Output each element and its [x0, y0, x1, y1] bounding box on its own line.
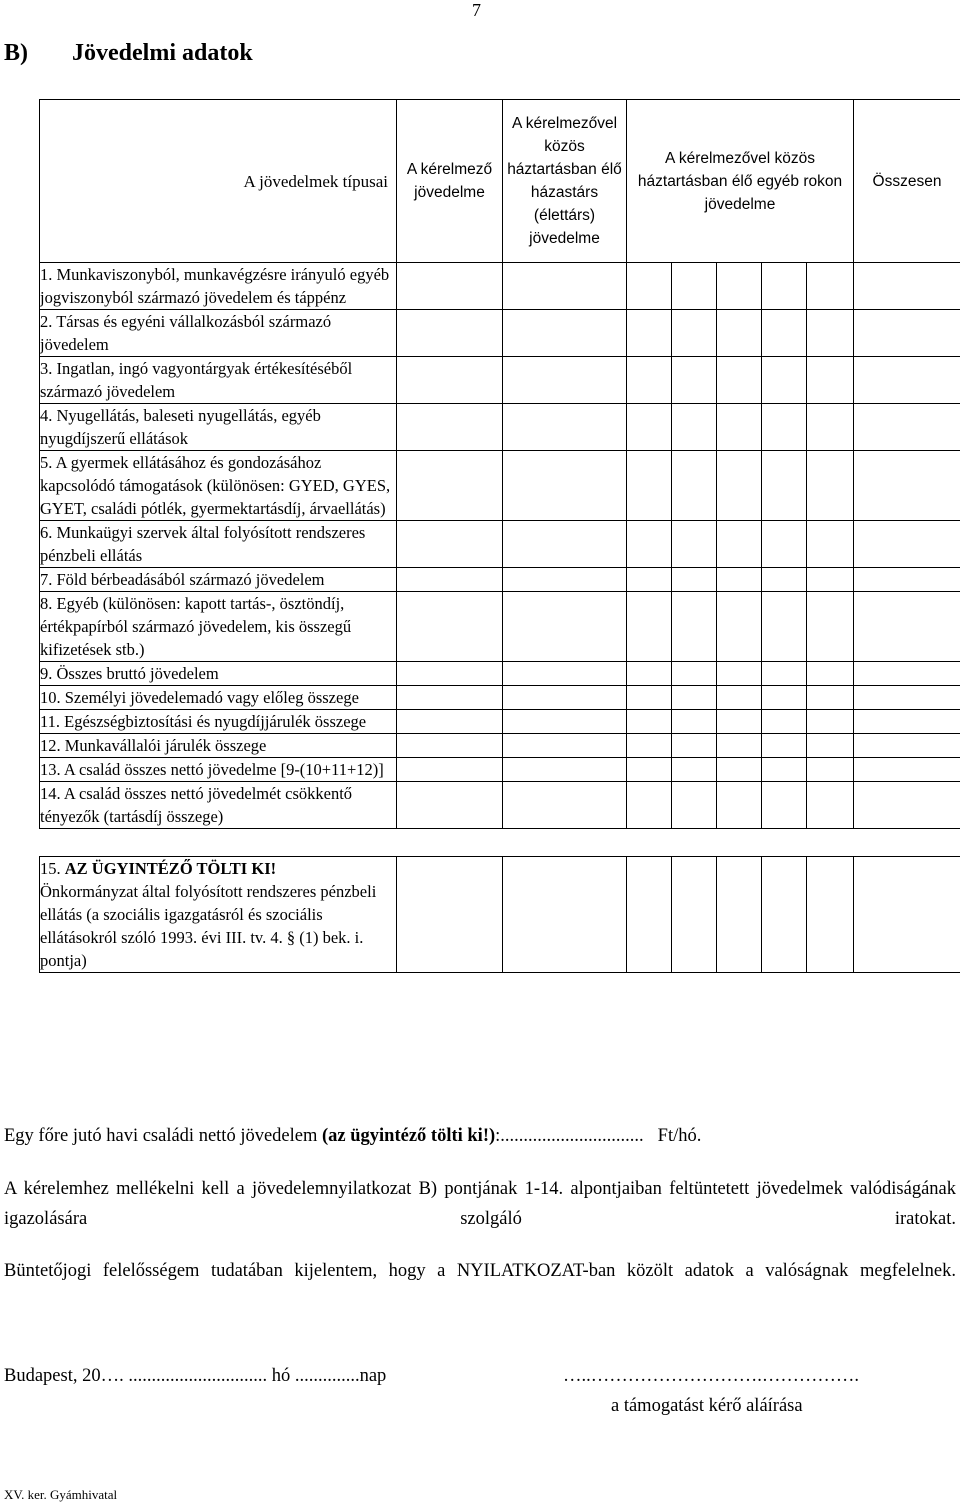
- input-cell[interactable]: [807, 710, 854, 734]
- input-cell[interactable]: [672, 404, 717, 451]
- input-cell[interactable]: [397, 263, 503, 310]
- per-capita-text: Egy főre jutó havi családi nettó jövedelem: [4, 1126, 322, 1146]
- input-cell[interactable]: [672, 857, 717, 973]
- input-cell[interactable]: [672, 568, 717, 592]
- input-cell[interactable]: [762, 357, 807, 404]
- input-cell[interactable]: [807, 263, 854, 310]
- input-cell[interactable]: [717, 404, 762, 451]
- input-cell[interactable]: [854, 758, 960, 782]
- input-cell[interactable]: [503, 357, 627, 404]
- input-cell[interactable]: [672, 310, 717, 357]
- per-capita-note: (az ügyintéző tölti ki!): [322, 1126, 496, 1146]
- input-cell[interactable]: [717, 521, 762, 568]
- input-cell[interactable]: [672, 710, 717, 734]
- input-cell[interactable]: [627, 404, 672, 451]
- input-cell[interactable]: [503, 404, 627, 451]
- row-label: 10. Személyi jövedelemadó vagy előleg összege: [40, 686, 397, 710]
- input-cell[interactable]: [503, 710, 627, 734]
- table-row: [40, 357, 960, 404]
- input-cell[interactable]: [503, 758, 627, 782]
- input-cell[interactable]: [717, 451, 762, 521]
- input-cell[interactable]: [397, 310, 503, 357]
- input-cell[interactable]: [503, 521, 627, 568]
- per-capita-unit: Ft/hó.: [657, 1126, 702, 1146]
- table-row: [40, 662, 960, 686]
- section-title-text: Jövedelmi adatok: [72, 40, 253, 66]
- input-cell[interactable]: [672, 592, 717, 662]
- spacer-cell: [40, 829, 960, 857]
- input-cell[interactable]: [672, 734, 717, 758]
- input-cell[interactable]: [717, 263, 762, 310]
- input-cell[interactable]: [503, 451, 627, 521]
- row-label: 8. Egyéb (különösen: kapott tartás-, ösztöndíj, értékpapírból származó jövedelem, kis összegű kifizetések stb.): [40, 592, 397, 662]
- input-cell[interactable]: [807, 451, 854, 521]
- table-spacer-row: [40, 829, 960, 857]
- input-cell[interactable]: [627, 451, 672, 521]
- input-cell[interactable]: [854, 357, 960, 404]
- input-cell[interactable]: [672, 263, 717, 310]
- table-header-row: [40, 100, 960, 263]
- input-cell[interactable]: [672, 758, 717, 782]
- input-cell[interactable]: [854, 521, 960, 568]
- input-cell[interactable]: [717, 734, 762, 758]
- input-cell[interactable]: [397, 662, 503, 686]
- table-row: [40, 686, 960, 710]
- input-cell[interactable]: [854, 568, 960, 592]
- input-cell[interactable]: [807, 357, 854, 404]
- row-label: 12. Munkavállalói járulék összege: [40, 734, 397, 758]
- input-cell[interactable]: [762, 758, 807, 782]
- input-cell[interactable]: [717, 357, 762, 404]
- input-cell[interactable]: [503, 782, 627, 829]
- input-cell[interactable]: [762, 734, 807, 758]
- header-relatives-income: A kérelmezővel közös háztartásban élő egyéb rokon jövedelme: [627, 100, 854, 263]
- input-cell[interactable]: [717, 568, 762, 592]
- row-label: 6. Munkaügyi szervek által folyósított rendszeres pénzbeli ellátás: [40, 521, 397, 568]
- row-label: 2. Társas és egyéni vállalkozásból származó jövedelem: [40, 310, 397, 357]
- input-cell[interactable]: [762, 592, 807, 662]
- input-cell[interactable]: [762, 686, 807, 710]
- row-label: 13. A család összes nettó jövedelme [9-(10+11+12)]: [40, 758, 397, 782]
- input-cell[interactable]: [854, 451, 960, 521]
- input-cell[interactable]: [397, 357, 503, 404]
- input-cell[interactable]: [627, 782, 672, 829]
- input-cell[interactable]: [762, 263, 807, 310]
- input-cell[interactable]: [627, 592, 672, 662]
- input-cell[interactable]: [397, 451, 503, 521]
- input-cell[interactable]: [807, 734, 854, 758]
- input-cell[interactable]: [672, 662, 717, 686]
- signature-line[interactable]: …..……………………….…………….: [563, 1366, 859, 1386]
- table-row: [40, 451, 960, 521]
- header-spouse-income: A kérelmezővel közös háztartásban élő házastárs (élettárs) jövedelme: [503, 100, 627, 263]
- input-cell[interactable]: [762, 521, 807, 568]
- input-cell[interactable]: [397, 404, 503, 451]
- table-row: [40, 734, 960, 758]
- input-cell[interactable]: [717, 310, 762, 357]
- input-cell[interactable]: [762, 710, 807, 734]
- row-label: 5. A gyermek ellátásához és gondozásához kapcsolódó támogatások (különösen: GYED, GYES, GYET, családi pótlék, gyermektartásdíj, árvaellátás): [40, 451, 397, 521]
- input-cell[interactable]: [762, 857, 807, 973]
- input-cell[interactable]: [627, 521, 672, 568]
- per-capita-income-line: [4, 1121, 956, 1151]
- section-title: [4, 40, 253, 67]
- input-cell[interactable]: [397, 686, 503, 710]
- input-cell[interactable]: [672, 782, 717, 829]
- input-cell[interactable]: [503, 857, 627, 973]
- footer: XV. ker. Gyámhivatal: [4, 1487, 118, 1502]
- input-cell[interactable]: [807, 662, 854, 686]
- input-cell[interactable]: [672, 451, 717, 521]
- row-15-admin-note: AZ ÜGYINTÉZŐ TÖLTI KI!: [64, 859, 277, 878]
- input-cell[interactable]: [503, 592, 627, 662]
- input-cell[interactable]: [854, 662, 960, 686]
- input-cell[interactable]: [627, 734, 672, 758]
- input-cell[interactable]: [397, 710, 503, 734]
- row-label: 4. Nyugellátás, baleseti nyugellátás, egyéb nyugdíjszerű ellátások: [40, 404, 397, 451]
- input-cell[interactable]: [762, 451, 807, 521]
- input-cell[interactable]: [503, 263, 627, 310]
- input-cell[interactable]: [717, 592, 762, 662]
- table-row: [40, 568, 960, 592]
- input-cell[interactable]: [807, 857, 854, 973]
- input-cell[interactable]: [854, 592, 960, 662]
- table-row: [40, 521, 960, 568]
- input-cell[interactable]: [627, 686, 672, 710]
- table-row-15: [40, 857, 960, 973]
- input-cell[interactable]: [627, 357, 672, 404]
- input-cell[interactable]: [503, 568, 627, 592]
- input-cell[interactable]: [397, 734, 503, 758]
- input-cell[interactable]: [627, 263, 672, 310]
- input-cell[interactable]: [854, 686, 960, 710]
- input-cell[interactable]: [762, 404, 807, 451]
- input-cell[interactable]: [854, 710, 960, 734]
- input-cell[interactable]: [627, 758, 672, 782]
- table-row: [40, 710, 960, 734]
- input-cell[interactable]: [762, 782, 807, 829]
- input-cell[interactable]: [397, 857, 503, 973]
- row-label: 7. Föld bérbeadásából származó jövedelem: [40, 568, 397, 592]
- table-row: [40, 758, 960, 782]
- input-cell[interactable]: [854, 263, 960, 310]
- table-row: [40, 592, 960, 662]
- input-cell[interactable]: [397, 592, 503, 662]
- input-cell[interactable]: [717, 758, 762, 782]
- input-cell[interactable]: [672, 686, 717, 710]
- input-cell[interactable]: [672, 357, 717, 404]
- input-cell[interactable]: [397, 782, 503, 829]
- input-cell[interactable]: [627, 310, 672, 357]
- table-row: [40, 310, 960, 357]
- input-cell[interactable]: [854, 734, 960, 758]
- table-row: [40, 782, 960, 829]
- signature-label: a támogatást kérő aláírása: [611, 1396, 803, 1416]
- input-cell[interactable]: [762, 568, 807, 592]
- input-cell[interactable]: [503, 310, 627, 357]
- header-total: Összesen: [854, 100, 960, 263]
- input-cell[interactable]: [762, 662, 807, 686]
- row-label: 9. Összes bruttó jövedelem: [40, 662, 397, 686]
- row-label: 1. Munkaviszonyból, munkavégzésre irányuló egyéb jogviszonyból származó jövedelem és táppénz: [40, 263, 397, 310]
- input-cell[interactable]: [807, 592, 854, 662]
- input-cell[interactable]: [503, 734, 627, 758]
- input-cell[interactable]: [854, 857, 960, 973]
- input-cell[interactable]: [807, 521, 854, 568]
- header-income-types: A jövedelmek típusai: [40, 100, 397, 263]
- input-cell[interactable]: [717, 710, 762, 734]
- input-cell[interactable]: [397, 568, 503, 592]
- input-cell[interactable]: [807, 686, 854, 710]
- row-label: 14. A család összes nettó jövedelmét csökkentő tényezők (tartásdíj összege): [40, 782, 397, 829]
- date-line[interactable]: Budapest, 20…. .............................. hó ..............nap: [4, 1366, 387, 1386]
- table-row: [40, 263, 960, 310]
- input-cell[interactable]: [807, 404, 854, 451]
- input-cell[interactable]: [807, 758, 854, 782]
- input-cell[interactable]: [503, 686, 627, 710]
- input-cell[interactable]: [717, 686, 762, 710]
- input-cell[interactable]: [807, 310, 854, 357]
- input-cell[interactable]: [397, 521, 503, 568]
- input-cell[interactable]: [627, 710, 672, 734]
- input-cell[interactable]: [854, 782, 960, 829]
- header-applicant-income: A kérelmező jövedelme: [397, 100, 503, 263]
- section-letter: B): [4, 40, 28, 66]
- page-number: 7: [472, 0, 481, 20]
- input-cell[interactable]: [717, 782, 762, 829]
- input-cell[interactable]: [717, 662, 762, 686]
- row-15-number: 15.: [40, 859, 65, 878]
- row-15-text: Önkormányzat által folyósított rendszeres pénzbeli ellátás (a szociális igazgatásról és szociális ellátásokról szóló 1993. évi III. tv. 4. § (1) bek. i. pontja): [40, 882, 377, 970]
- input-cell[interactable]: [627, 857, 672, 973]
- input-cell[interactable]: [854, 310, 960, 357]
- input-cell[interactable]: [397, 758, 503, 782]
- income-table: [39, 99, 960, 973]
- input-cell[interactable]: [503, 662, 627, 686]
- table-row: [40, 404, 960, 451]
- input-cell[interactable]: [807, 568, 854, 592]
- attachment-note: A kérelemhez mellékelni kell a jövedelemnyilatkozat B) pontjának 1-14. alpontjaiban feltüntetett jövedelmek valódiságának igazolására szolgáló iratokat.: [4, 1179, 956, 1229]
- input-cell[interactable]: [672, 521, 717, 568]
- input-cell[interactable]: [762, 310, 807, 357]
- input-cell[interactable]: [807, 782, 854, 829]
- per-capita-blank[interactable]: :...............................: [495, 1126, 644, 1146]
- declaration: Büntetőjogi felelősségem tudatában kijelentem, hogy a NYILATKOZAT-ban közölt adatok a valóságnak megfelelnek.: [4, 1261, 956, 1281]
- row-label: 3. Ingatlan, ingó vagyontárgyak értékesítéséből származó jövedelem: [40, 357, 397, 404]
- input-cell[interactable]: [627, 662, 672, 686]
- row-label: 11. Egészségbiztosítási és nyugdíjjárulék összege: [40, 710, 397, 734]
- input-cell[interactable]: [717, 857, 762, 973]
- input-cell[interactable]: [854, 404, 960, 451]
- row-15-label: [40, 857, 397, 973]
- input-cell[interactable]: [627, 568, 672, 592]
